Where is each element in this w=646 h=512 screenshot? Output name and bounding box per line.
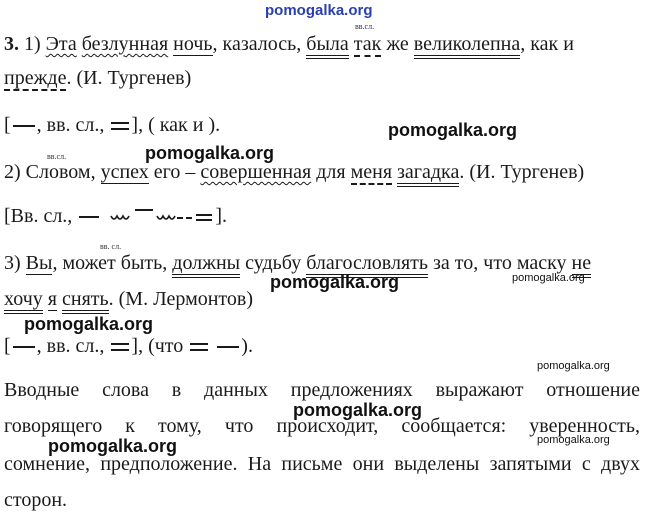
word: безлунная xyxy=(81,33,169,55)
text: , как и xyxy=(520,33,574,55)
predicate-mark xyxy=(111,122,129,130)
text: , казалось, xyxy=(212,33,307,55)
watermark: pomogalka.org xyxy=(388,120,518,140)
predicate-word: снять xyxy=(62,288,109,314)
sentence-1-line-1 xyxy=(4,32,574,56)
text: , вв. сл., xyxy=(36,114,110,136)
watermark: pomogalka.org xyxy=(145,143,275,163)
text: ]. xyxy=(215,205,227,227)
text: . (И. Тургенев) xyxy=(459,161,585,183)
watermark: pomogalka.org xyxy=(24,314,154,334)
predicate-word: благословлять xyxy=(306,252,428,278)
scheme-1 xyxy=(4,113,220,137)
conclusion-line-3: сомнение, предположение. На письме они выделены запятыми с двух xyxy=(4,453,640,475)
predicate-mark xyxy=(111,343,129,351)
intro-word-label: вв.сл. xyxy=(47,152,67,161)
subject-mark xyxy=(13,346,35,348)
watermark: pomogalka.org xyxy=(537,360,610,372)
conclusion-line-4: сторон. xyxy=(4,489,68,511)
subject-word: успех xyxy=(100,161,149,183)
word: совершенная xyxy=(200,161,312,183)
intro-word-label: вв. сл. xyxy=(100,242,122,251)
text: , может быть, xyxy=(52,252,173,274)
scheme-3 xyxy=(4,334,253,358)
text: [Вв. сл., xyxy=(4,205,78,227)
scheme-2 xyxy=(4,204,227,228)
predicate-word: была xyxy=(306,33,348,59)
intro-word-label: вв.сл. xyxy=(355,22,375,31)
watermark: pomogalka.org xyxy=(537,434,610,446)
sentence-number: 3) xyxy=(4,252,26,274)
text: его – xyxy=(148,161,201,183)
sentence-2 xyxy=(4,160,584,184)
subject-word: Вы xyxy=(25,252,53,274)
subject-word: я xyxy=(47,288,57,310)
conclusion-line-1: Вводные слова в данных предложениях выражают отношение xyxy=(4,379,640,401)
text: ). xyxy=(241,335,253,357)
subject-word: ночь xyxy=(173,33,213,55)
sentence-number: 1) xyxy=(24,33,41,55)
text: Словом xyxy=(25,161,91,183)
word: так xyxy=(353,33,382,55)
text: [ xyxy=(4,114,11,136)
text: для xyxy=(311,161,351,183)
word: меня xyxy=(350,161,393,183)
text: же xyxy=(381,33,414,55)
predicate-word: не xyxy=(572,252,592,278)
word: прежде xyxy=(4,67,67,89)
watermark: pomogalka.org xyxy=(293,400,423,420)
predicate-mark xyxy=(190,343,208,351)
text: [ xyxy=(4,335,11,357)
text: , xyxy=(90,161,101,183)
watermark: pomogalka.org xyxy=(512,272,585,284)
predicate-word: загадка xyxy=(397,161,459,187)
predicate-word: хочу xyxy=(4,288,43,314)
text: ], (что xyxy=(131,335,189,357)
subject-mark xyxy=(13,125,35,127)
sentence-1-line-2 xyxy=(4,66,191,90)
watermark: pomogalka.org xyxy=(270,272,400,292)
predicate-word: великолепна xyxy=(414,33,520,59)
text: . (М. Лермонтов) xyxy=(108,288,254,310)
word: Эта xyxy=(45,33,77,55)
watermark: pomogalka.org xyxy=(48,436,178,456)
text: . (И. Тургенев) xyxy=(66,67,192,89)
text: судьбу xyxy=(240,252,307,274)
text: ], ( как и ). xyxy=(131,114,221,136)
sentence-number: 2) xyxy=(4,161,26,183)
subject-mark xyxy=(217,346,239,348)
conclusion-line-2: говорящего к тому, что происходит, сообщается: уверенность, xyxy=(4,415,640,437)
sentence-3-line-2 xyxy=(4,287,253,311)
scheme-2-marks xyxy=(77,207,215,227)
task-number: 3. xyxy=(4,33,19,55)
text: , вв. сл., xyxy=(36,335,110,357)
watermark-top: pomogalka.org xyxy=(265,2,373,19)
text: за то, что маску xyxy=(428,252,572,274)
predicate-word: должны xyxy=(172,252,240,278)
